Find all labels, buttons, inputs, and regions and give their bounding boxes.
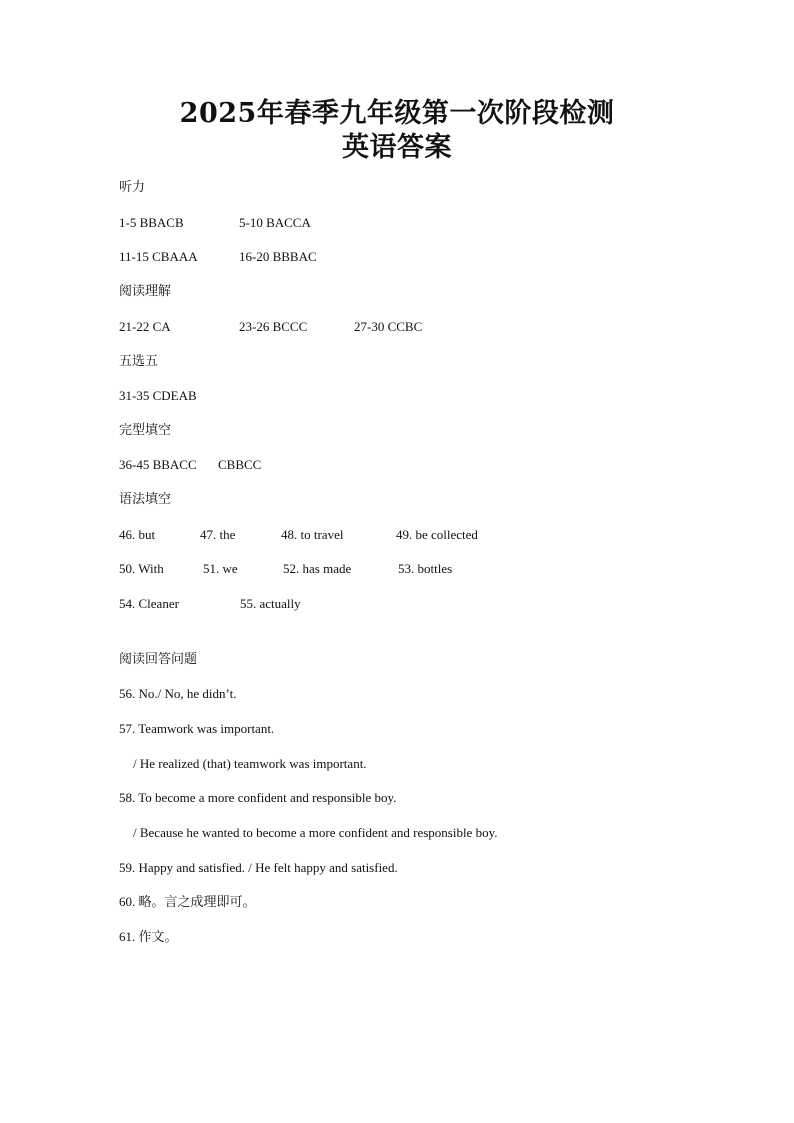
answer-item: 53. bottles (398, 561, 453, 576)
answer-60: 60. 略。言之成理即可。 (119, 894, 256, 909)
section-heading-five-choose-five: 五选五 (119, 354, 159, 369)
answer-61: 61. 作文。 (119, 929, 178, 944)
answer-59: 59. Happy and satisfied. / He felt happy and satisfied. (119, 860, 398, 875)
section-heading-cloze: 完型填空 (119, 423, 172, 438)
answer-item: 27-30 CCBC (354, 319, 423, 334)
answer-item: 49. be collected (396, 527, 478, 542)
answer-57: 57. Teamwork was important. (119, 721, 275, 736)
answer-item: 1-5 BBACB (119, 215, 184, 230)
document-title: 2025年春季九年级第一次阶段检测 (179, 98, 615, 129)
document-subtitle: 英语答案 (342, 132, 452, 163)
answer-item: 52. has made (283, 561, 352, 576)
answer-item: 48. to travel (281, 527, 344, 542)
answer-57-alt: / He realized (that) teamwork was important. (133, 756, 367, 771)
answer-item: 5-10 BACCA (239, 215, 311, 230)
answer-56: 56. No./ No, he didn’t. (119, 686, 237, 701)
section-heading-grammar: 语法填空 (119, 492, 172, 507)
answer-item: 36-45 BBACC (119, 457, 197, 472)
answer-58: 58. To become a more confident and responsible boy. (119, 790, 397, 805)
answer-item: 47. the (200, 527, 236, 542)
answer-item: 51. we (203, 561, 238, 576)
section-heading-reading-qa: 阅读回答问题 (119, 652, 198, 667)
section-heading-reading: 阅读理解 (119, 284, 172, 299)
answer-item: 46. but (119, 527, 156, 542)
answer-item: 16-20 BBBAC (239, 249, 317, 264)
answer-item: 50. With (119, 561, 164, 576)
answer-58-alt: / Because he wanted to become a more confident and responsible boy. (133, 825, 498, 840)
answer-item: 21-22 CA (119, 319, 171, 334)
answer-item: 55. actually (240, 596, 301, 611)
answer-item: 54. Cleaner (119, 596, 179, 611)
answer-item: 23-26 BCCC (239, 319, 308, 334)
section-heading-listening: 听力 (119, 180, 146, 195)
answer-item: CBBCC (218, 457, 262, 472)
answer-item: 11-15 CBAAA (119, 249, 198, 264)
answer-item: 31-35 CDEAB (119, 388, 197, 403)
